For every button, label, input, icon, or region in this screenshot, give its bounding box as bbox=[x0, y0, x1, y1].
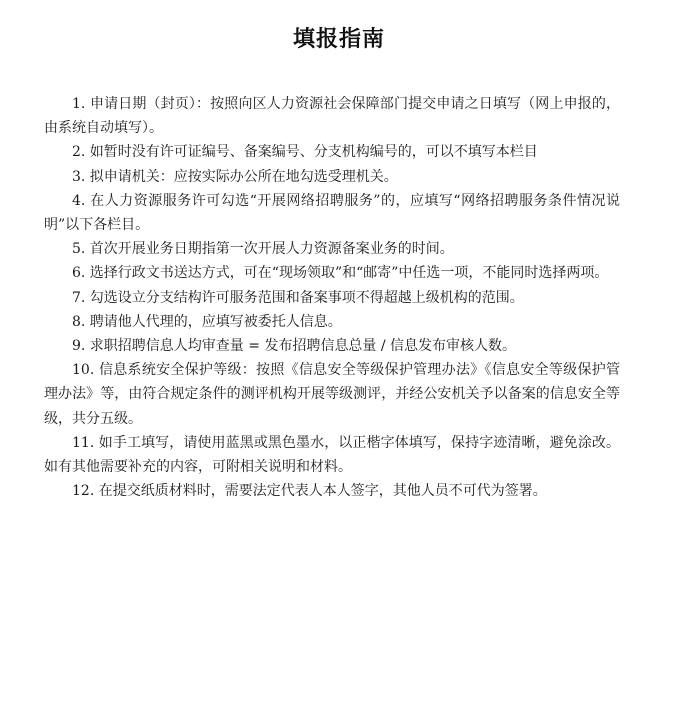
guide-item: 7. 勾选设立分支结构许可服务范围和备案事项不得超越上级机构的范围。 bbox=[72, 289, 524, 306]
guide-item: 11. 如手工填写，请使用蓝黑或黑色墨水，以正楷字体填写，保持字迹清晰，避免涂改。如有其他需要补充的内容，可附相关说明和材料。 bbox=[44, 434, 620, 476]
guide-item: 8. 聘请他人代理的，应填写被委托人信息。 bbox=[72, 313, 342, 330]
guide-item: 3. 拟申请机关：应按实际办公所在地勾选受理机关。 bbox=[72, 168, 398, 185]
document-title: 填报指南 bbox=[292, 27, 385, 52]
guide-item: 2. 如暂时没有许可证编号、备案编号、分支机构编号的，可以不填写本栏目 bbox=[72, 144, 538, 161]
guide-item: 1. 申请日期（封页）：按照向区人力资源社会保障部门提交申请之日填写（网上申报的，由系统自动填写）。 bbox=[44, 96, 620, 137]
guide-item: 4. 在人力资源服务许可勾选“开展网络招聘服务”的，应填写“网络招聘服务条件情况说明”以下各栏目。 bbox=[44, 192, 620, 234]
guide-item: 12. 在提交纸质材料时，需要法定代表人本人签字，其他人员不可代为签署。 bbox=[72, 483, 547, 500]
guide-item: 5. 首次开展业务日期指第一次开展人力资源备案业务的时间。 bbox=[72, 241, 454, 258]
guide-item: 10. 信息系统安全保护等级：按照《信息安全等级保护管理办法》《信息安全等级保护管理办法》等，由符合规定条件的测评机构开展等级测评，并经公安机关予以备案的信息安全等级，共分五级。 bbox=[44, 362, 620, 427]
guide-item: 9. 求职招聘信息人均审查量 = 发布招聘信息总量 / 信息发布审核人数。 bbox=[72, 338, 517, 355]
guide-item-list bbox=[44, 92, 620, 503]
guide-item: 6. 选择行政文书送达方式，可在“现场领取”和“邮寄”中任选一项，不能同时选择两项。 bbox=[72, 265, 609, 282]
